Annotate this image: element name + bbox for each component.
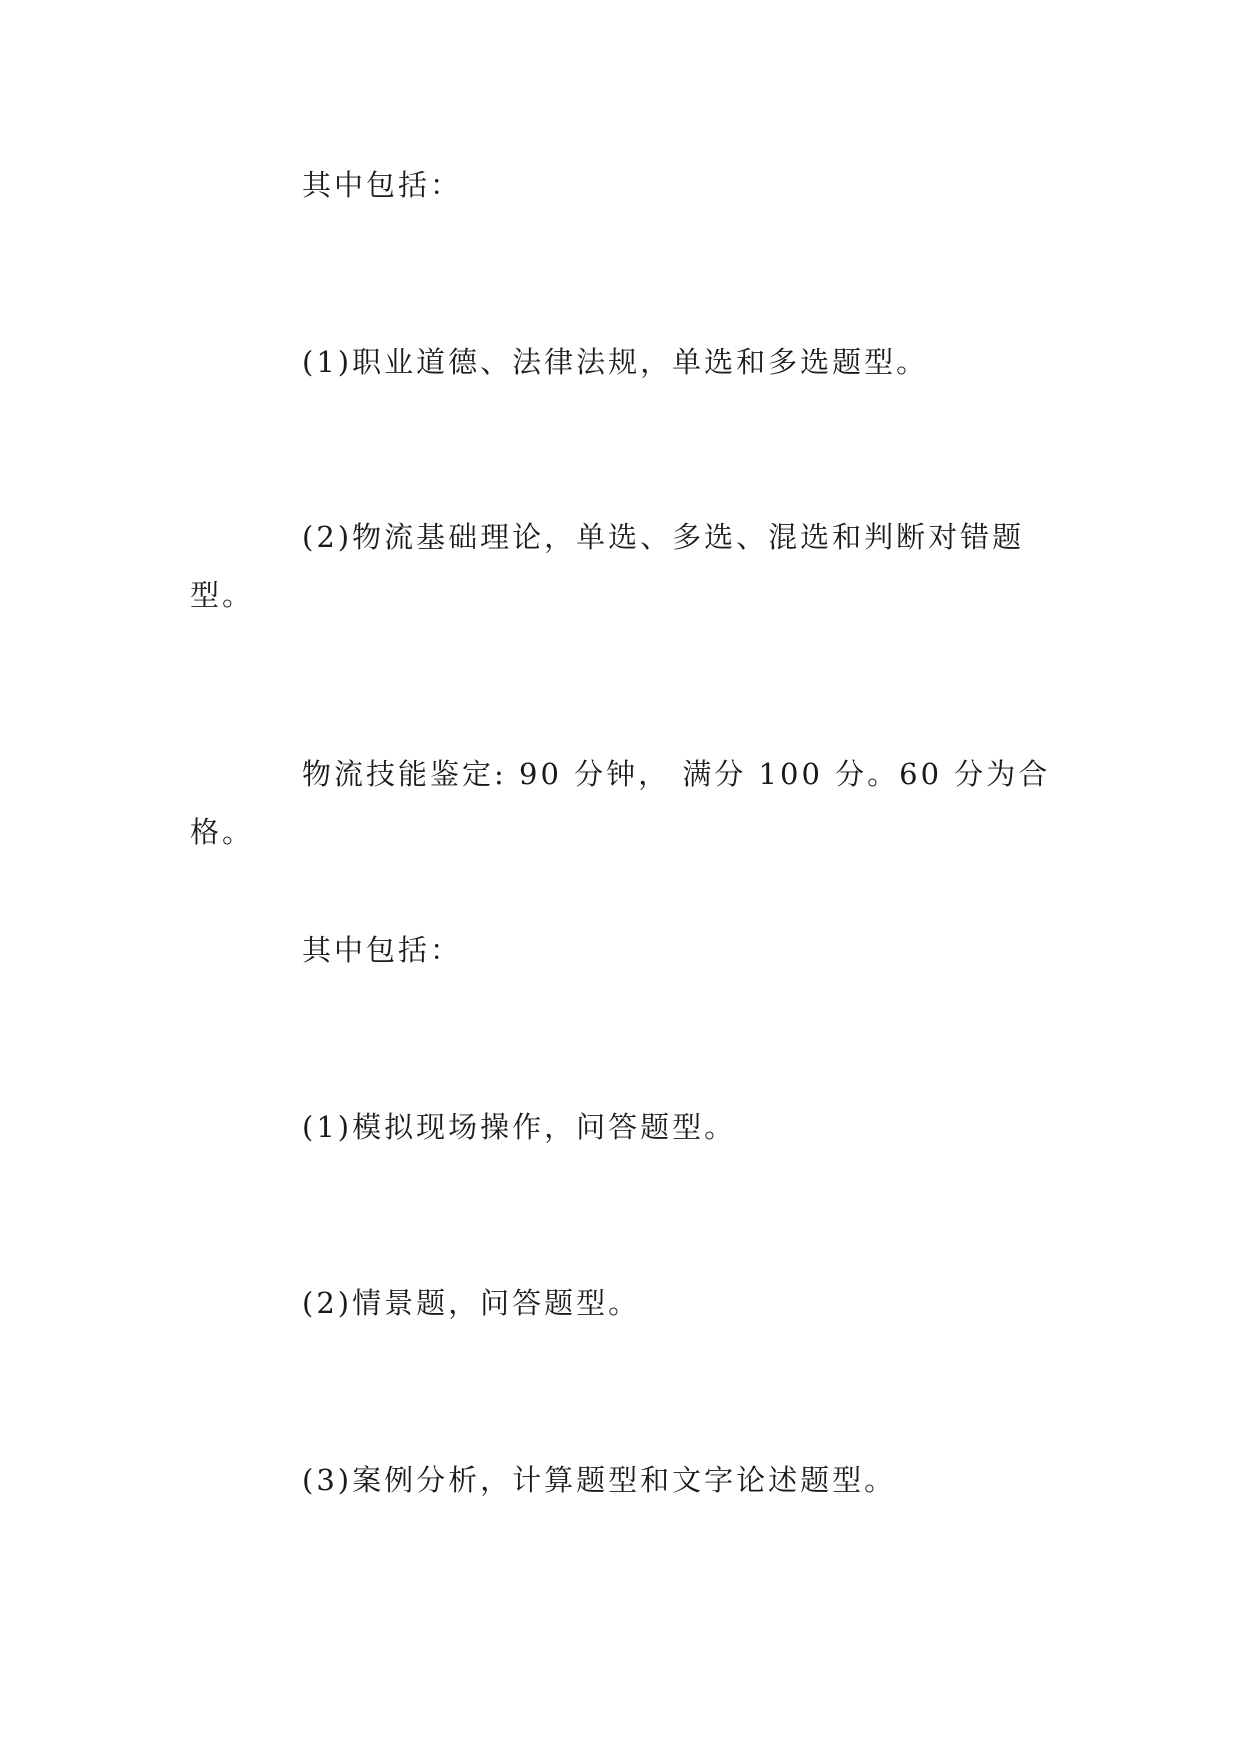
paragraph-item-logistics-theory: (2)物流基础理论，单选、多选、混选和判断对错题型。 [190,520,1025,612]
paragraph-skill-assessment: 物流技能鉴定: 90 分钟， 满分 100 分。60 分为合格。 [190,757,1051,849]
paragraph-includes-heading: 其中包括： [302,168,463,202]
paragraph-includes-heading-2: 其中包括： [302,933,463,967]
paragraph-item-ethics-law: (1)职业道德、法律法规，单选和多选题型。 [302,345,929,379]
paragraph-item-scenario: (2)情景题，问答题型。 [302,1286,641,1320]
paragraph-item-case-analysis: (3)案例分析，计算题型和文字论述题型。 [302,1463,897,1497]
paragraph-item-simulation: (1)模拟现场操作，问答题型。 [302,1110,737,1144]
